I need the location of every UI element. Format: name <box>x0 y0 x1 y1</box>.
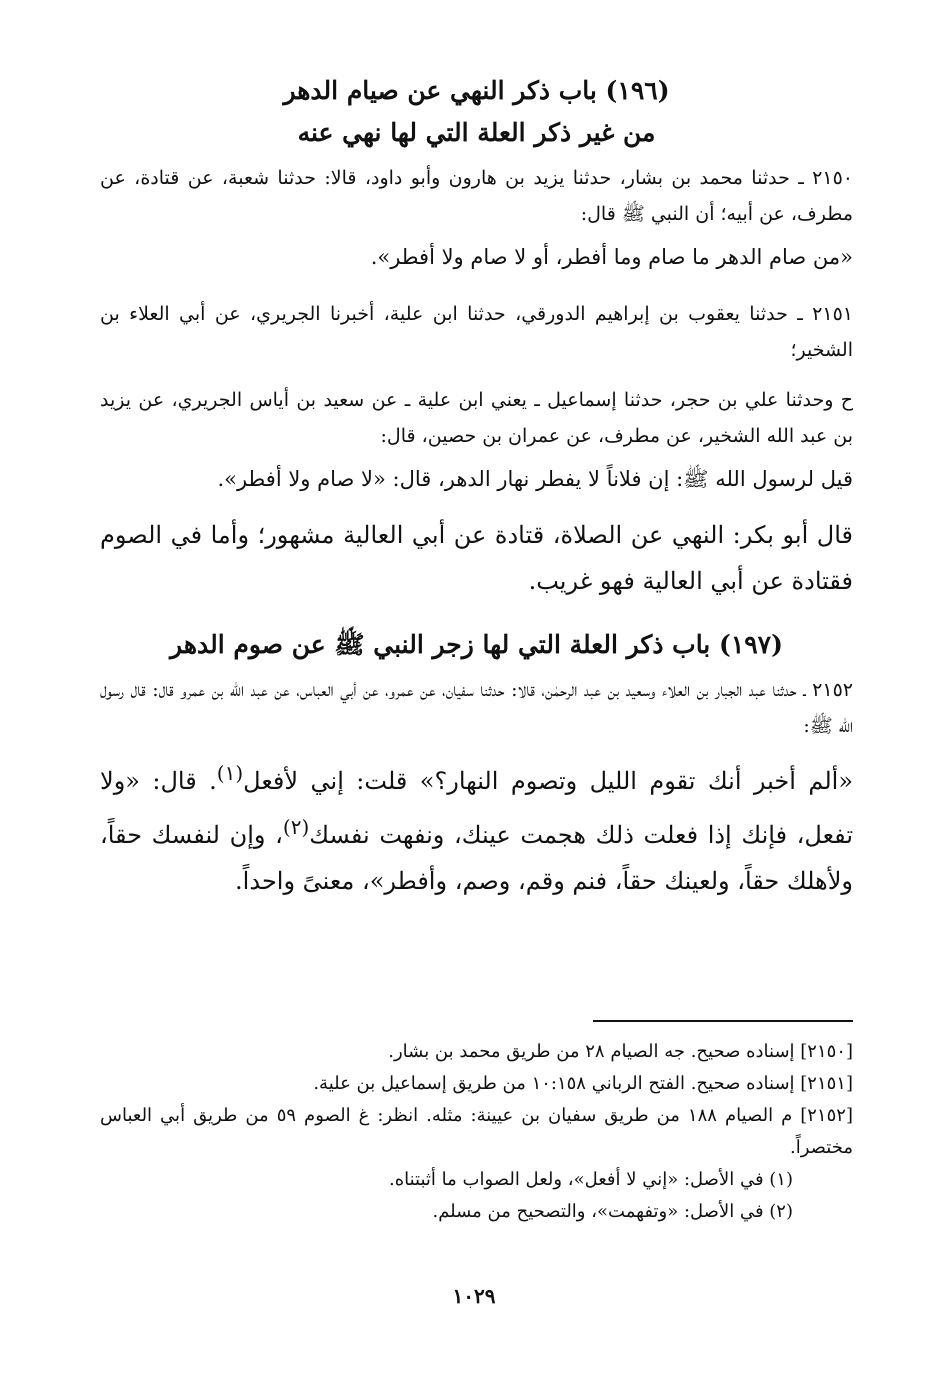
notes-section <box>100 1036 853 1228</box>
footnote-ref-1: (١) <box>216 761 244 785</box>
hadith-2151-matn: قيل لرسول الله ﷺ: إن فلاناً لا يفطر نهار الدهر، قال: «لا صام ولا أفطر». <box>217 467 853 491</box>
chapter-197-title: (١٩٧) باب ذكر العلة التي لها زجر النبي ﷺ عن صوم الدهر <box>170 630 783 659</box>
hadith-2152-isnad: ٢١٥٢ ـ حدثنا عبد الجبار بن العلاء وسعيد بن عبد الرحمٰن، قالا: حدثنا سفيان، عن عمرو، عن أبي العباس، عن عبد الله بن عمرو قال: قال رسول الله ﷺ: <box>100 679 853 737</box>
hadith-2152-matn-part3: ، وإن لنفسك حقاً، ولأهلك حقاً، ولعينك حقاً، فنم وقم، وصم، وأفطر»، معنىً واحداً. <box>100 821 853 895</box>
hadith-2150-isnad: ٢١٥٠ ـ حدثنا محمد بن بشار، حدثنا يزيد بن هارون وأبو داود، قالا: حدثنا شعبة، عن قتادة، عن مطرف، عن أبيه؛ أن النبي ﷺ قال: <box>100 167 853 225</box>
page-number: ١٠٢٩ <box>452 1284 496 1308</box>
note-2151: [٢١٥١] إسناده صحيح. الفتح الرباني ١٠:١٥٨ من طريق إسماعيل بن علية. <box>313 1073 853 1094</box>
note-2150: [٢١٥٠] إسناده صحيح. جه الصيام ٢٨ من طريق محمد بن بشار. <box>388 1041 853 1062</box>
hadith-2152-matn-part2: . قال: «ولا تفعل، فإنك إذا فعلت ذلك هجمت عينك، ونفهت نفسك <box>100 767 853 849</box>
footnote-divider <box>593 1020 853 1022</box>
hadith-2152-matn-part1: «ألم أخبر أنك تقوم الليل وتصوم النهار؟» قلت: إني لأفعل <box>243 767 853 795</box>
chapter-196-title-line1: (١٩٦) باب ذكر النهي عن صيام الدهر <box>283 76 670 105</box>
footnote-2: (٢) في الأصل: «وتفهمت»، والتصحيح من مسلم. <box>432 1201 793 1222</box>
footnote-1: (١) في الأصل: «إني لا أفعل»، ولعل الصواب ما أثبتناه. <box>388 1169 793 1190</box>
hadith-2151-comment: قال أبو بكر: النهي عن الصلاة، قتادة عن أبي العالية مشهور؛ وأما في الصوم فقتادة عن أبي العالية فهو غريب. <box>100 521 853 595</box>
footnote-ref-2: (٢) <box>282 815 310 839</box>
note-2152: [٢١٥٢] م الصيام ١٨٨ من طريق سفيان بن عيينة: مثله. انظر: غ الصوم ٥٩ من طريق أبي العباس مختصراً. <box>100 1105 853 1158</box>
hadith-2151-isnad2: ح وحدثنا علي بن حجر، حدثنا إسماعيل ـ يعني ابن علية ـ عن سعيد بن أياس الجريري، عن يزيد بن عبد الله الشخير، عن مطرف، عن عمران بن حصين، قال: <box>100 389 853 447</box>
hadith-2152-matn <box>100 750 853 904</box>
page-body <box>100 70 853 904</box>
hadith-2151-isnad1: ٢١٥١ ـ حدثنا يعقوب بن إبراهيم الدورقي، حدثنا ابن علية، أخبرنا الجريري، عن أبي العلاء بن الشخير؛ <box>100 303 853 361</box>
chapter-196-title-line2: من غير ذكر العلة التي لها نهي عنه <box>297 118 656 147</box>
hadith-2150-matn: «من صام الدهر ما صام وما أفطر، أو لا صام ولا أفطر». <box>370 245 853 269</box>
